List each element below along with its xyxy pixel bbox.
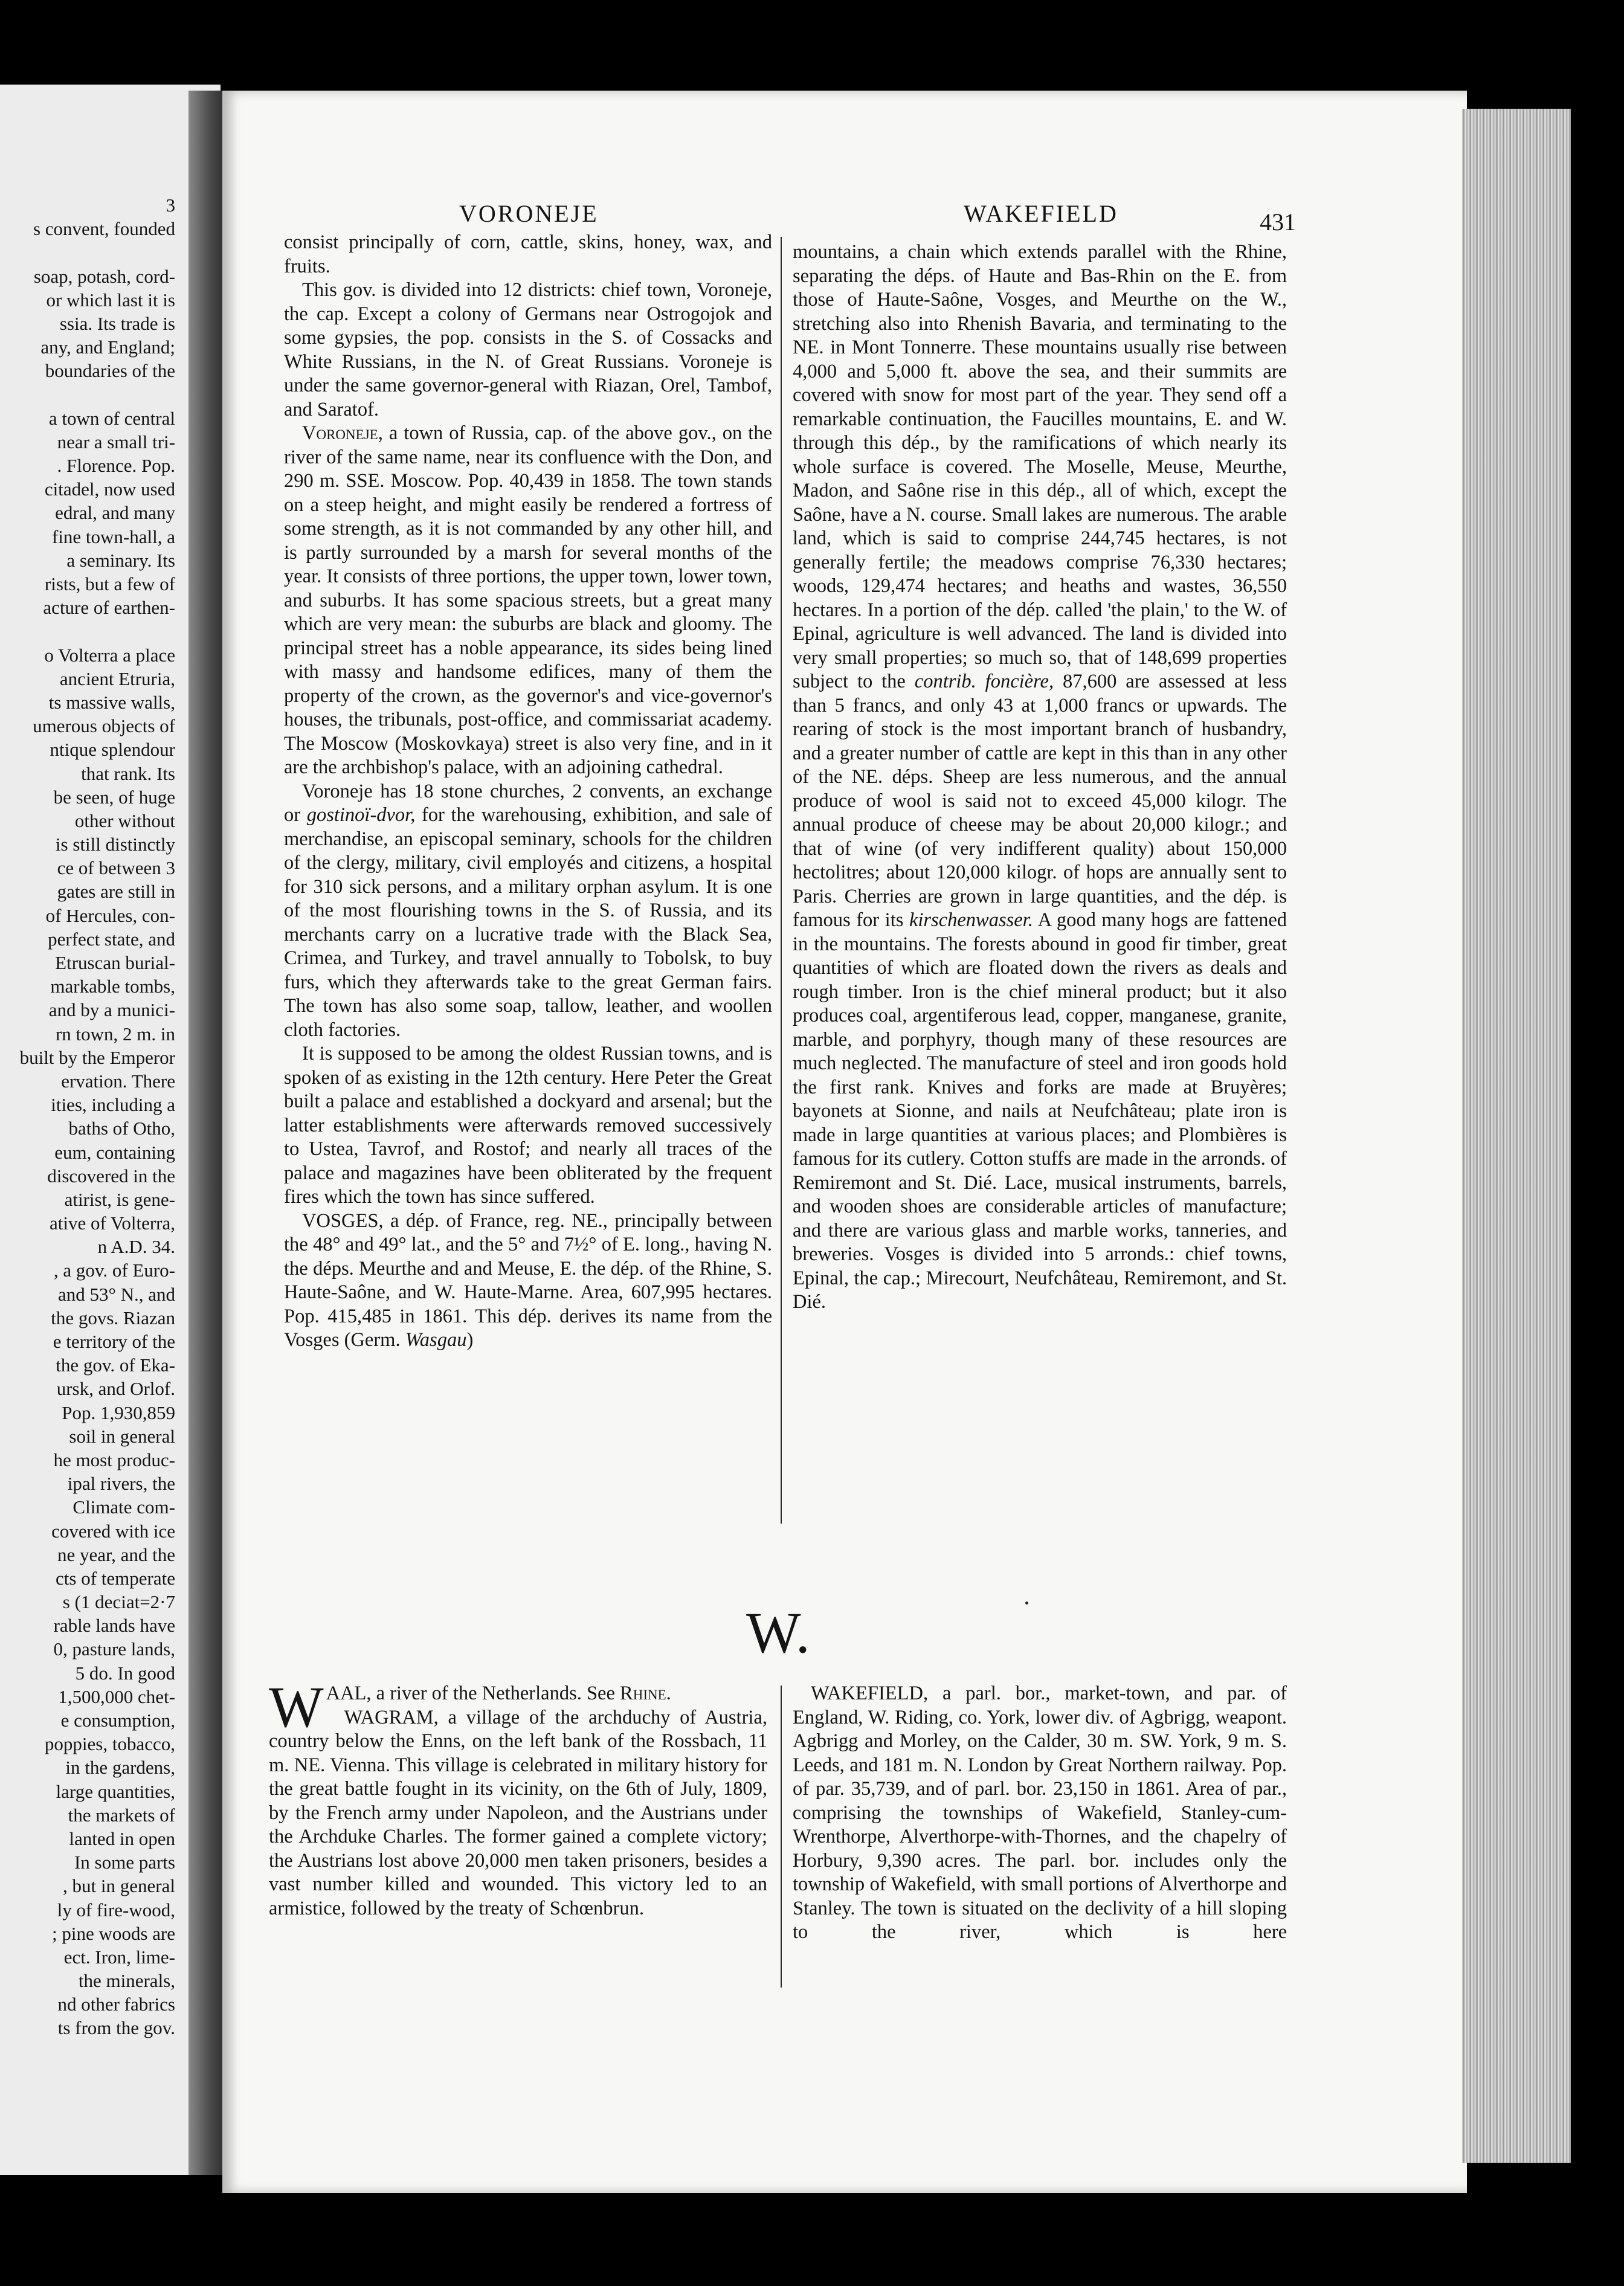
facing-page-line: any, and England; xyxy=(40,336,175,358)
facing-page-line: nd other fabrics xyxy=(57,1994,175,2015)
facing-page-line: lanted in open xyxy=(69,1827,175,1849)
facing-page-line: he most produc- xyxy=(53,1449,175,1470)
facing-page-line: ts from the gov. xyxy=(57,2017,175,2039)
italic-term: contrib. foncière, xyxy=(914,671,1054,692)
facing-page-line: 3 xyxy=(166,195,175,216)
facing-page-line: ntique splendour xyxy=(50,739,175,761)
facing-page-line: Pop. 1,930,859 xyxy=(62,1402,175,1423)
facing-page-line: boundaries of the xyxy=(45,360,175,382)
facing-page xyxy=(0,85,221,2175)
facing-page-text xyxy=(0,193,175,2040)
facing-page-line: e consumption, xyxy=(60,1710,175,1731)
entry-headword: VOSGES, xyxy=(302,1209,384,1232)
facing-page-line: ne year, and the xyxy=(57,1544,175,1565)
facing-page-line: ervation. There xyxy=(61,1070,175,1092)
entry-text: a river of the Netherlands. See xyxy=(371,1682,620,1704)
facing-page-line: poppies, tobacco, xyxy=(44,1733,175,1755)
column-rule xyxy=(781,237,782,1524)
column-4 xyxy=(793,1682,1287,1945)
facing-page-line: baths of Otho, xyxy=(68,1118,175,1139)
facing-page-line: ative of Volterra, xyxy=(49,1212,175,1234)
facing-page-line: , but in general xyxy=(63,1875,175,1897)
facing-page-line: e territory of the xyxy=(53,1331,175,1352)
facing-page-line: a town of central xyxy=(48,407,175,429)
facing-page-line: , a gov. of Euro- xyxy=(53,1260,175,1281)
facing-page-line: perfect state, and xyxy=(48,928,175,950)
facing-page-line: s convent, founded xyxy=(33,218,175,240)
facing-page-line: rn town, 2 m. in xyxy=(55,1023,175,1045)
entry-text: a town of Russia, cap. of the above gov., on the river of the same name, near its confluence with the Don, and 290 m. SSE. Moscow. Pop. 40,439 in 1858. The town stands on a steep height, and might easily be rendered a fortress of some strength, as it is not commanded by any other hill, and is partly surrounded by a marsh for several months of the year. It consists of three portions, the upper town, lower town, and suburbs. It has some spacious streets, but a great many which are very mean: the suburbs are black and gloomy. The principal street has a noble appearance, its sides being lined with massy and handsome edifices, many of them the property of the crown, as the governor's and vice-governor's houses, the tribunals, post-office, and commissariat academy. The Moscow (Moskovkaya) street is also very fine, and in it are the archbishop's palace, with an adjoining cathedral. xyxy=(284,422,772,778)
facing-page-line: of Hercules, con- xyxy=(45,904,175,926)
facing-page-line: acture of earthen- xyxy=(43,597,175,619)
facing-page-line: umerous objects of xyxy=(33,715,175,737)
facing-page-line: a seminary. Its xyxy=(66,549,175,571)
facing-page-line: gates are still in xyxy=(57,881,175,903)
cross-reference: Rhine. xyxy=(620,1682,671,1704)
facing-page-line: in the gardens, xyxy=(65,1757,175,1779)
facing-page-line: Etruscan burial- xyxy=(55,952,175,973)
facing-page-line: 0, pasture lands, xyxy=(53,1638,175,1660)
facing-page-line: the minerals, xyxy=(78,1970,175,1992)
facing-page-line: n A.D. 34. xyxy=(97,1236,175,1258)
paragraph: It is supposed to be among the oldest Russian towns, and is spoken of as existing in the 12th century. Here Peter the Great built a palace and established a dockyard and arsenal; but the latter establishments were afterwards removed successively to Ustea, Tavrof, and Rostof; and nearly all traces of the palace and magazines have been obliterated by the frequent fires which the town has since suffered. xyxy=(284,1043,772,1208)
text: ) xyxy=(466,1329,474,1351)
page-edges xyxy=(1462,109,1571,2163)
facing-page-line: s (1 deciat=2·7 xyxy=(62,1591,175,1613)
text: A good many hogs are fattened in the mountains. The forests abound in good fir timber, great quantities of which are floated down the rivers as deals and rough timber. Iron is the chief mineral product; but it also produces coal, argentiferous lead, copper, manganese, granite, marble, and porphyry, though many of these resources are much neglected. The manufacture of steel and iron goods hold the first rank. Knives and forks are made at Bruyères; bayonets at Sionne, and nails at Neufchâteau; plate iron is made in large quantities at various places; and Plombières is famous for its cutlery. Cotton stuffs are made in the arronds. of Remiremont and St. Dié. Lace, musical instruments, barrels, and wooden shoes are considerable articles of manufacture; and there are various glass and marble works, tanneries, and breweries. Vosges is divided into 5 arronds.: chief towns, Epinal, the cap.; Mirecourt, Neufchâteau, Remiremont, and St. Dié. xyxy=(793,909,1287,1313)
facing-page-line: ; pine woods are xyxy=(51,1922,175,1944)
facing-page-line: eum, containing xyxy=(54,1141,175,1163)
facing-page-line: other without xyxy=(74,810,175,831)
facing-page-line: rists, but a few of xyxy=(44,573,175,594)
entry-headword: Voroneje, xyxy=(302,422,383,444)
column-1 xyxy=(284,231,772,1353)
facing-page-line: the gov. of Eka- xyxy=(56,1354,175,1376)
facing-page-line: soil in general xyxy=(69,1425,175,1447)
facing-page-line: and by a munici- xyxy=(48,999,175,1021)
facing-page-line: be seen, of huge xyxy=(53,786,175,808)
paragraph: consist principally of corn, cattle, skins, honey, wax, and fruits. xyxy=(284,231,772,277)
running-head-left: VORONEJE xyxy=(459,200,599,227)
facing-page-line: ts massive walls, xyxy=(48,691,175,713)
entry-text: a village of the archduchy of Austria, country below the Enns, on the left bank of the Rossbach, 11 m. NE. Vienna. This village is celebrated in military history for the great battle fought in its vicinity, on the 6th of July, 1809, by the French army under Napoleon, and the Austrians under the Archduke Charles. The former gained a complete victory; the Austrians lost above 20,000 men taken prisoners, besides a vast number killed and wounded. This victory led to an armistice, followed by the treaty of Schœnbrun. xyxy=(269,1706,767,1919)
facing-page-line: rable lands have xyxy=(53,1615,175,1637)
facing-page-line: Climate com- xyxy=(72,1496,175,1518)
paragraph xyxy=(284,780,772,1043)
facing-page-line: ce of between 3 xyxy=(57,857,175,879)
entry-headword: AAL, xyxy=(326,1682,372,1704)
italic-term: Wasgau xyxy=(405,1329,467,1351)
facing-page-line: built by the Emperor xyxy=(19,1046,175,1068)
section-letter: W. xyxy=(746,1600,810,1665)
facing-page-line: 1,500,000 chet- xyxy=(58,1686,175,1707)
entry-vosges xyxy=(284,1209,772,1353)
facing-page-line: edral, and many xyxy=(55,502,175,524)
facing-page-line: covered with ice xyxy=(51,1520,175,1542)
facing-page-line: large quantities, xyxy=(56,1780,175,1802)
print-speck xyxy=(1025,1602,1028,1605)
facing-page-line: ancient Etruria, xyxy=(59,668,175,689)
facing-page-line: is still distinctly xyxy=(55,834,175,855)
facing-page-line: near a small tri- xyxy=(57,431,175,452)
facing-page-line: ly of fire-wood, xyxy=(57,1899,175,1921)
italic-term: kirschenwasser. xyxy=(909,909,1033,931)
text: Voroneje has 18 stone churches, 2 convents, an exchange or xyxy=(284,780,772,826)
facing-page-line: ursk, and Orlof. xyxy=(56,1378,175,1400)
column-2 xyxy=(793,240,1287,1315)
entry-wagram xyxy=(269,1706,767,1921)
facing-page-line: o Volterra a place xyxy=(44,644,175,666)
italic-term: gostinoï-dvor, xyxy=(306,804,416,826)
entry-headword: WAGRAM, xyxy=(344,1706,439,1728)
drop-cap: W xyxy=(269,1675,324,1739)
facing-page-line: ipal rivers, the xyxy=(67,1473,175,1495)
running-head-right: WAKEFIELD xyxy=(964,200,1118,227)
text: for the warehousing, exhibition, and sale of merchandise, an episcopal seminary, schools for the children of the clergy, military, civil employés and citizens, a hospital for 310 sick persons, and a military orphan asylum. It is one of the most flourishing towns in the S. of Russia, and its merchants carry on a lucrative trade with the Black Sea, Crimea, and Turkey, and travel annually to Tobolsk, to buy furs, which they afterwards take to the great German fairs. The town has also some soap, tallow, leather, and woollen cloth factories. xyxy=(284,804,772,1041)
facing-page-line: discovered in the xyxy=(47,1165,175,1186)
facing-page-line: 5 do. In good xyxy=(75,1662,175,1684)
facing-page-line: ect. Iron, lime- xyxy=(63,1946,175,1968)
facing-page-line: markable tombs, xyxy=(50,976,175,997)
column-3 xyxy=(269,1675,767,1921)
facing-page-line: ssia. Its trade is xyxy=(59,312,175,334)
facing-page-line: that rank. Its xyxy=(81,762,175,784)
facing-page-line: . Florence. Pop. xyxy=(57,455,175,477)
text: 87,600 are assessed at less than 5 francs, and only 43 at 1,000 francs or upwards. The rearing of stock is the most important branch of husbandry, and a greater number of cattle are kept in this than in any other of the NE. déps. Sheep are less numerous, and the annual produce of wool is said not to exceed 45,000 kilogr. The annual produce of cheese may be about 20,000 kilogr.; and that of wine (of very indifferent quality) about 150,000 hectolitres; about 120,000 kilogr. of hops are annually sent to Paris. Cherries are grown in large quantities, and the dép. is famous for its xyxy=(793,671,1287,931)
facing-page-line: or which last it is xyxy=(46,289,175,311)
facing-page-line xyxy=(0,240,175,264)
facing-page-line xyxy=(0,383,175,407)
facing-page-line: the govs. Riazan xyxy=(51,1307,175,1328)
paragraph xyxy=(793,240,1287,1315)
facing-page-line: and 53° N., and xyxy=(57,1283,175,1305)
entry-wakefield xyxy=(793,1682,1287,1945)
facing-page-line: citadel, now used xyxy=(44,478,175,500)
entry-text: a dép. of France, reg. NE., principally between the 48° and 49° lat., and the 5° and 7½° of E. long., having N. the déps. Meurthe and and Meuse, E. the dép. of the Rhine, S. Haute-Saône, and W. Haute-Marne. Area, 607,995 hectares. Pop. 415,485 in 1861. This dép. derives its name from the Vosges (Germ. xyxy=(284,1209,772,1351)
column-rule xyxy=(781,1686,782,1988)
facing-page-line xyxy=(0,619,175,643)
entry-headword: WAKEFIELD, xyxy=(811,1682,929,1704)
paragraph: This gov. is divided into 12 districts: chief town, Voroneje, the cap. Except a colony of Germans near Ostrogojok and some gypsies, the pop. consists in the S. of Cossacks and White Russians, in the N. of Great Russians. Voroneje is under the same governor-general with Riazan, Orel, Tambof, and Saratof. xyxy=(284,279,772,420)
facing-page-line: cts of temperate xyxy=(56,1567,175,1589)
facing-page-line: ities, including a xyxy=(51,1094,175,1116)
entry-text: a parl. bor., market-town, and par. of England, W. Riding, co. York, lower div. of Agbrigg, weapont. Agbrigg and Morley, on the Calder, 30 m. SW. York, 9 m. S. Leeds, and 181 m. N. London by Great Northern railway. Pop. of par. 35,739, and of parl. bor. 23,150 in 1861. Area of par., comprising the townships of Wakefield, Stanley-cum-Wrenthorpe, Alverthorpe-with-Thornes, and the chapelry of Horbury, 9,390 acres. The parl. bor. includes only the township of Wakefield, with small portions of Alverthorpe and Stanley. The town is situated on the declivity of a hill sloping to the river, which is here xyxy=(793,1682,1287,1943)
entry-voroneje xyxy=(284,422,772,780)
facing-page-line: atirist, is gene- xyxy=(64,1188,175,1210)
facing-page-line: In some parts xyxy=(74,1852,175,1873)
facing-page-line: soap, potash, cord- xyxy=(33,265,175,287)
text: mountains, a chain which extends parallel with the Rhine, separating the déps. of Haute and Bas-Rhin on the E. from those of Haute-Saône, Vosges, and Meurthe on the W., stretching also into Rhenish Bavaria, and terminating to the NE. in Mont Tonnerre. These mountains usually rise between 4,000 and 5,000 ft. above the sea, and their summits are covered with snow for most part of the year. They send off a remarkable continuation, the Faucilles mountains, E. and W. through this dép., by the ramifications of which nearly its whole surface is covered. The Moselle, Meuse, Meurthe, Madon, and Saône rise in this dép., all of which, except the Saône, have a N. course. Small lakes are numerous. The arable land, which is said to comprise 244,745 hectares, is not generally fertile; the meadows comprise 76,330 hectares; woods, 129,474 hectares; and heaths and wastes, 36,550 hectares. In a portion of the dép. called 'the plain,' to the W. of Epinal, agriculture is well advanced. The land is divided into very small properties; so much so, that of 148,699 properties subject to the xyxy=(793,241,1287,692)
page-number: 431 xyxy=(1260,208,1296,236)
facing-page-line: fine town-hall, a xyxy=(51,526,175,547)
facing-page-line: the markets of xyxy=(68,1804,175,1826)
